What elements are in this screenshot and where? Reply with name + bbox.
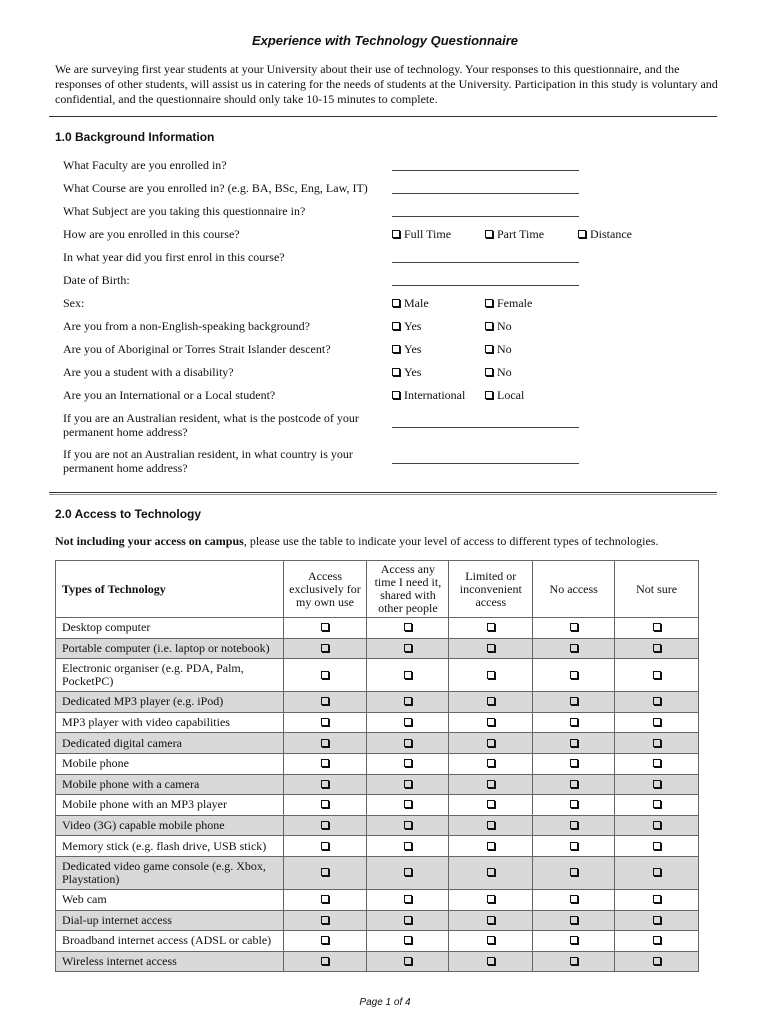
- access-option-cell[interactable]: [367, 618, 449, 639]
- access-option-cell[interactable]: [615, 815, 699, 836]
- access-option-cell[interactable]: [449, 659, 533, 692]
- checkbox-icon: [321, 868, 329, 876]
- checkbox-icon: [653, 800, 661, 808]
- access-option-cell[interactable]: [367, 910, 449, 931]
- access-option-cell[interactable]: [283, 712, 367, 733]
- column-header: Not sure: [615, 561, 699, 618]
- access-option-cell[interactable]: [367, 889, 449, 910]
- checkbox-icon: [392, 368, 400, 376]
- checkbox-icon: [404, 800, 412, 808]
- checkbox-icon: [653, 739, 661, 747]
- access-option-cell[interactable]: [367, 753, 449, 774]
- checkbox-icon: [578, 230, 586, 238]
- access-option-cell[interactable]: [449, 638, 533, 659]
- access-option-cell[interactable]: [449, 692, 533, 713]
- access-option-cell[interactable]: [283, 889, 367, 910]
- access-option-cell[interactable]: [367, 951, 449, 972]
- nesb-no-option[interactable]: No: [485, 319, 512, 334]
- nesb-yes-option[interactable]: Yes: [392, 319, 421, 334]
- checkbox-icon: [392, 299, 400, 307]
- access-option-cell[interactable]: [449, 712, 533, 733]
- distance-option[interactable]: Distance: [578, 227, 632, 242]
- international-option[interactable]: International: [392, 388, 465, 403]
- checkbox-icon: [485, 345, 493, 353]
- access-option-cell[interactable]: [615, 931, 699, 952]
- checkbox-icon: [485, 299, 493, 307]
- access-option-cell[interactable]: [533, 856, 615, 889]
- access-option-cell[interactable]: [283, 951, 367, 972]
- access-option-cell[interactable]: [283, 659, 367, 692]
- checkbox-icon: [570, 718, 578, 726]
- table-header-row: [56, 561, 699, 618]
- technology-type-cell: Dedicated MP3 player (e.g. iPod): [56, 692, 284, 713]
- checkbox-icon: [321, 936, 329, 944]
- checkbox-icon: [404, 759, 412, 767]
- table-row: [56, 692, 699, 713]
- checkbox-icon: [570, 821, 578, 829]
- technology-type-cell: Dedicated digital camera: [56, 733, 284, 754]
- course-answer-field[interactable]: [392, 193, 579, 194]
- access-option-cell[interactable]: [449, 931, 533, 952]
- checkbox-icon: [404, 644, 412, 652]
- access-option-cell[interactable]: [283, 910, 367, 931]
- technology-type-cell: Desktop computer: [56, 618, 284, 639]
- access-option-cell[interactable]: [449, 910, 533, 931]
- postcode-field[interactable]: [392, 427, 579, 428]
- disability-yes-option[interactable]: Yes: [392, 365, 421, 380]
- local-option[interactable]: Local: [485, 388, 524, 403]
- table-row: [56, 659, 699, 692]
- checkbox-icon: [653, 671, 661, 679]
- checkbox-icon: [570, 780, 578, 788]
- disability-no-option[interactable]: No: [485, 365, 512, 380]
- table-row: [56, 889, 699, 910]
- table-row: [56, 836, 699, 857]
- access-option-cell[interactable]: [449, 815, 533, 836]
- technology-type-cell: Mobile phone with a camera: [56, 774, 284, 795]
- checkbox-icon: [321, 759, 329, 767]
- checkbox-icon: [404, 780, 412, 788]
- country-field[interactable]: [392, 463, 579, 464]
- checkbox-icon: [487, 821, 495, 829]
- checkbox-icon: [404, 957, 412, 965]
- technology-type-cell: Video (3G) capable mobile phone: [56, 815, 284, 836]
- checkbox-icon: [487, 623, 495, 631]
- checkbox-icon: [487, 697, 495, 705]
- checkbox-icon: [487, 671, 495, 679]
- access-option-cell[interactable]: [283, 815, 367, 836]
- access-option-cell[interactable]: [533, 910, 615, 931]
- checkbox-icon: [392, 391, 400, 399]
- checkbox-icon: [392, 345, 400, 353]
- access-option-cell[interactable]: [615, 692, 699, 713]
- access-option-cell[interactable]: [615, 856, 699, 889]
- table-row: [56, 951, 699, 972]
- checkbox-icon: [653, 916, 661, 924]
- technology-type-cell: Web cam: [56, 889, 284, 910]
- checkbox-icon: [321, 644, 329, 652]
- checkbox-icon: [485, 230, 493, 238]
- checkbox-icon: [653, 759, 661, 767]
- section-2-title: 2.0 Access to Technology: [55, 507, 202, 521]
- checkbox-icon: [404, 697, 412, 705]
- technology-type-cell: Electronic organiser (e.g. PDA, Palm, PocketPC): [56, 659, 284, 692]
- access-option-cell[interactable]: [367, 733, 449, 754]
- sex-question: Sex:: [63, 296, 85, 310]
- access-option-cell[interactable]: [615, 951, 699, 972]
- checkbox-icon: [570, 800, 578, 808]
- technology-type-cell: Memory stick (e.g. flash drive, USB stick): [56, 836, 284, 857]
- checkbox-icon: [404, 868, 412, 876]
- column-header: Limited or inconvenient access: [449, 561, 533, 618]
- column-header: Types of Technology: [56, 561, 284, 618]
- access-option-cell[interactable]: [533, 815, 615, 836]
- sex-male-option[interactable]: Male: [392, 296, 429, 311]
- access-option-cell[interactable]: [533, 753, 615, 774]
- access-option-cell[interactable]: [449, 753, 533, 774]
- section-divider: [49, 116, 717, 117]
- access-option-cell[interactable]: [533, 774, 615, 795]
- access-option-cell[interactable]: [283, 638, 367, 659]
- checkbox-icon: [321, 895, 329, 903]
- checkbox-icon: [653, 697, 661, 705]
- access-option-cell[interactable]: [367, 659, 449, 692]
- access-option-cell[interactable]: [533, 712, 615, 733]
- checkbox-icon: [487, 842, 495, 850]
- disability-question: Are you a student with a disability?: [63, 365, 234, 379]
- page-number: Page 1 of 4: [359, 997, 411, 1008]
- access-option-cell[interactable]: [615, 753, 699, 774]
- checkbox-icon: [485, 322, 493, 330]
- checkbox-icon: [487, 759, 495, 767]
- access-option-cell[interactable]: [615, 733, 699, 754]
- checkbox-icon: [404, 895, 412, 903]
- dob-question: Date of Birth:: [63, 273, 130, 287]
- checkbox-icon: [321, 842, 329, 850]
- table-row: [56, 795, 699, 816]
- checkbox-icon: [653, 842, 661, 850]
- checkbox-icon: [487, 957, 495, 965]
- access-option-cell[interactable]: [533, 931, 615, 952]
- checkbox-icon: [404, 936, 412, 944]
- access-option-cell[interactable]: [283, 795, 367, 816]
- access-option-cell[interactable]: [283, 774, 367, 795]
- access-option-cell[interactable]: [533, 618, 615, 639]
- section-divider: [49, 492, 717, 493]
- access-option-cell[interactable]: [283, 836, 367, 857]
- access-option-cell[interactable]: [533, 692, 615, 713]
- access-option-cell[interactable]: [449, 774, 533, 795]
- checkbox-icon: [570, 868, 578, 876]
- checkbox-icon: [653, 895, 661, 903]
- checkbox-icon: [487, 936, 495, 944]
- course-question: What Course are you enrolled in? (e.g. BA, BSc, Eng, Law, IT): [63, 181, 368, 195]
- checkbox-icon: [392, 230, 400, 238]
- faculty-answer-field[interactable]: [392, 170, 579, 171]
- column-header: Access any time I need it, shared with other people: [367, 561, 449, 618]
- technology-type-cell: Dedicated video game console (e.g. Xbox, Playstation): [56, 856, 284, 889]
- checkbox-icon: [570, 644, 578, 652]
- checkbox-icon: [570, 739, 578, 747]
- access-option-cell[interactable]: [449, 618, 533, 639]
- aboriginal-question: Are you of Aboriginal or Torres Strait Islander descent?: [63, 342, 331, 356]
- faculty-question: What Faculty are you enrolled in?: [63, 158, 227, 172]
- part-time-option[interactable]: Part Time: [485, 227, 544, 242]
- table-row: [56, 931, 699, 952]
- checkbox-icon: [392, 322, 400, 330]
- first-enrol-year-field[interactable]: [392, 262, 579, 263]
- table-row: [56, 774, 699, 795]
- country-question: If you are not an Australian resident, in what country is your permanent home address?: [63, 447, 353, 475]
- aboriginal-yes-option[interactable]: Yes: [392, 342, 421, 357]
- access-option-cell[interactable]: [533, 733, 615, 754]
- checkbox-icon: [570, 895, 578, 903]
- access-option-cell[interactable]: [367, 692, 449, 713]
- access-option-cell[interactable]: [283, 733, 367, 754]
- access-option-cell[interactable]: [615, 795, 699, 816]
- checkbox-icon: [653, 936, 661, 944]
- checkbox-icon: [570, 623, 578, 631]
- checkbox-icon: [404, 821, 412, 829]
- table-row: [56, 733, 699, 754]
- checkbox-icon: [404, 718, 412, 726]
- access-option-cell[interactable]: [283, 618, 367, 639]
- access-option-cell[interactable]: [449, 836, 533, 857]
- access-option-cell[interactable]: [615, 618, 699, 639]
- checkbox-icon: [487, 868, 495, 876]
- checkbox-icon: [321, 916, 329, 924]
- checkbox-icon: [487, 780, 495, 788]
- checkbox-icon: [485, 391, 493, 399]
- checkbox-icon: [570, 916, 578, 924]
- checkbox-icon: [321, 671, 329, 679]
- access-option-cell[interactable]: [283, 692, 367, 713]
- access-option-cell[interactable]: [283, 931, 367, 952]
- column-header: No access: [533, 561, 615, 618]
- access-option-cell[interactable]: [367, 712, 449, 733]
- checkbox-icon: [653, 780, 661, 788]
- student-type-question: Are you an International or a Local student?: [63, 388, 276, 402]
- access-option-cell[interactable]: [615, 910, 699, 931]
- table-row: [56, 618, 699, 639]
- technology-type-cell: MP3 player with video capabilities: [56, 712, 284, 733]
- checkbox-icon: [487, 718, 495, 726]
- subject-answer-field[interactable]: [392, 216, 579, 217]
- table-row: [56, 638, 699, 659]
- checkbox-icon: [653, 623, 661, 631]
- checkbox-icon: [321, 697, 329, 705]
- checkbox-icon: [653, 868, 661, 876]
- checkbox-icon: [485, 368, 493, 376]
- dob-field[interactable]: [392, 285, 579, 286]
- access-option-cell[interactable]: [615, 638, 699, 659]
- checkbox-icon: [404, 842, 412, 850]
- access-option-cell[interactable]: [449, 951, 533, 972]
- first-enrol-year-question: In what year did you first enrol in this course?: [63, 250, 285, 264]
- checkbox-icon: [570, 759, 578, 767]
- checkbox-icon: [321, 821, 329, 829]
- checkbox-icon: [653, 718, 661, 726]
- column-header: Access exclusively for my own use: [283, 561, 367, 618]
- access-option-cell[interactable]: [449, 733, 533, 754]
- access-option-cell[interactable]: [615, 889, 699, 910]
- checkbox-icon: [321, 800, 329, 808]
- access-option-cell[interactable]: [367, 836, 449, 857]
- access-option-cell[interactable]: [615, 836, 699, 857]
- technology-type-cell: Broadband internet access (ADSL or cable): [56, 931, 284, 952]
- nesb-question: Are you from a non-English-speaking background?: [63, 319, 310, 333]
- access-option-cell[interactable]: [449, 795, 533, 816]
- access-option-cell[interactable]: [533, 659, 615, 692]
- access-option-cell[interactable]: [283, 753, 367, 774]
- checkbox-icon: [570, 842, 578, 850]
- checkbox-icon: [404, 623, 412, 631]
- table-row: [56, 815, 699, 836]
- checkbox-icon: [653, 821, 661, 829]
- access-option-cell[interactable]: [615, 712, 699, 733]
- technology-type-cell: Wireless internet access: [56, 951, 284, 972]
- access-option-cell[interactable]: [367, 795, 449, 816]
- checkbox-icon: [487, 800, 495, 808]
- access-option-cell[interactable]: [449, 856, 533, 889]
- checkbox-icon: [653, 644, 661, 652]
- subject-question: What Subject are you taking this questionnaire in?: [63, 204, 306, 218]
- access-option-cell[interactable]: [615, 659, 699, 692]
- access-option-cell[interactable]: [367, 856, 449, 889]
- checkbox-icon: [570, 671, 578, 679]
- checkbox-icon: [487, 644, 495, 652]
- checkbox-icon: [321, 718, 329, 726]
- enrolment-mode-question: How are you enrolled in this course?: [63, 227, 240, 241]
- document-title: Experience with Technology Questionnaire: [251, 33, 519, 48]
- technology-type-cell: Dial-up internet access: [56, 910, 284, 931]
- access-option-cell[interactable]: [533, 638, 615, 659]
- table-row: [56, 856, 699, 889]
- access-option-cell[interactable]: [533, 795, 615, 816]
- technology-type-cell: Portable computer (i.e. laptop or notebook): [56, 638, 284, 659]
- intro-paragraph: We are surveying first year students at your University about their use of technology. Your responses to this questionnaire, and the responses of other students, will assist us in catering for the needs of students at the University. Participation in this study is voluntary and confidential, and the questionnaire should only take 10-15 minutes to complete.: [55, 62, 718, 106]
- table-row: [56, 910, 699, 931]
- access-option-cell[interactable]: [367, 774, 449, 795]
- access-option-cell[interactable]: [533, 836, 615, 857]
- table-row: [56, 712, 699, 733]
- access-option-cell[interactable]: [283, 856, 367, 889]
- access-option-cell[interactable]: [533, 889, 615, 910]
- technology-type-cell: Mobile phone: [56, 753, 284, 774]
- section-1-title: 1.0 Background Information: [55, 130, 215, 144]
- checkbox-icon: [321, 957, 329, 965]
- access-option-cell[interactable]: [367, 815, 449, 836]
- postcode-question: If you are an Australian resident, what is the postcode of your permanent home address?: [63, 411, 359, 439]
- checkbox-icon: [570, 957, 578, 965]
- checkbox-icon: [487, 916, 495, 924]
- section-2-instructions: Not including your access on campus, please use the table to indicate your level of access to different types of technologies.: [55, 534, 659, 548]
- checkbox-icon: [487, 739, 495, 747]
- checkbox-icon: [570, 936, 578, 944]
- checkbox-icon: [487, 895, 495, 903]
- checkbox-icon: [321, 739, 329, 747]
- technology-type-cell: Mobile phone with an MP3 player: [56, 795, 284, 816]
- checkbox-icon: [570, 697, 578, 705]
- checkbox-icon: [404, 916, 412, 924]
- checkbox-icon: [321, 780, 329, 788]
- access-option-cell[interactable]: [533, 951, 615, 972]
- sex-female-option[interactable]: Female: [485, 296, 532, 311]
- access-option-cell[interactable]: [449, 889, 533, 910]
- checkbox-icon: [653, 957, 661, 965]
- checkbox-icon: [404, 739, 412, 747]
- technology-access-table: [55, 560, 699, 972]
- aboriginal-no-option[interactable]: No: [485, 342, 512, 357]
- access-option-cell[interactable]: [367, 931, 449, 952]
- access-option-cell[interactable]: [367, 638, 449, 659]
- checkbox-icon: [404, 671, 412, 679]
- checkbox-icon: [321, 623, 329, 631]
- full-time-option[interactable]: Full Time: [392, 227, 451, 242]
- table-row: [56, 753, 699, 774]
- access-option-cell[interactable]: [615, 774, 699, 795]
